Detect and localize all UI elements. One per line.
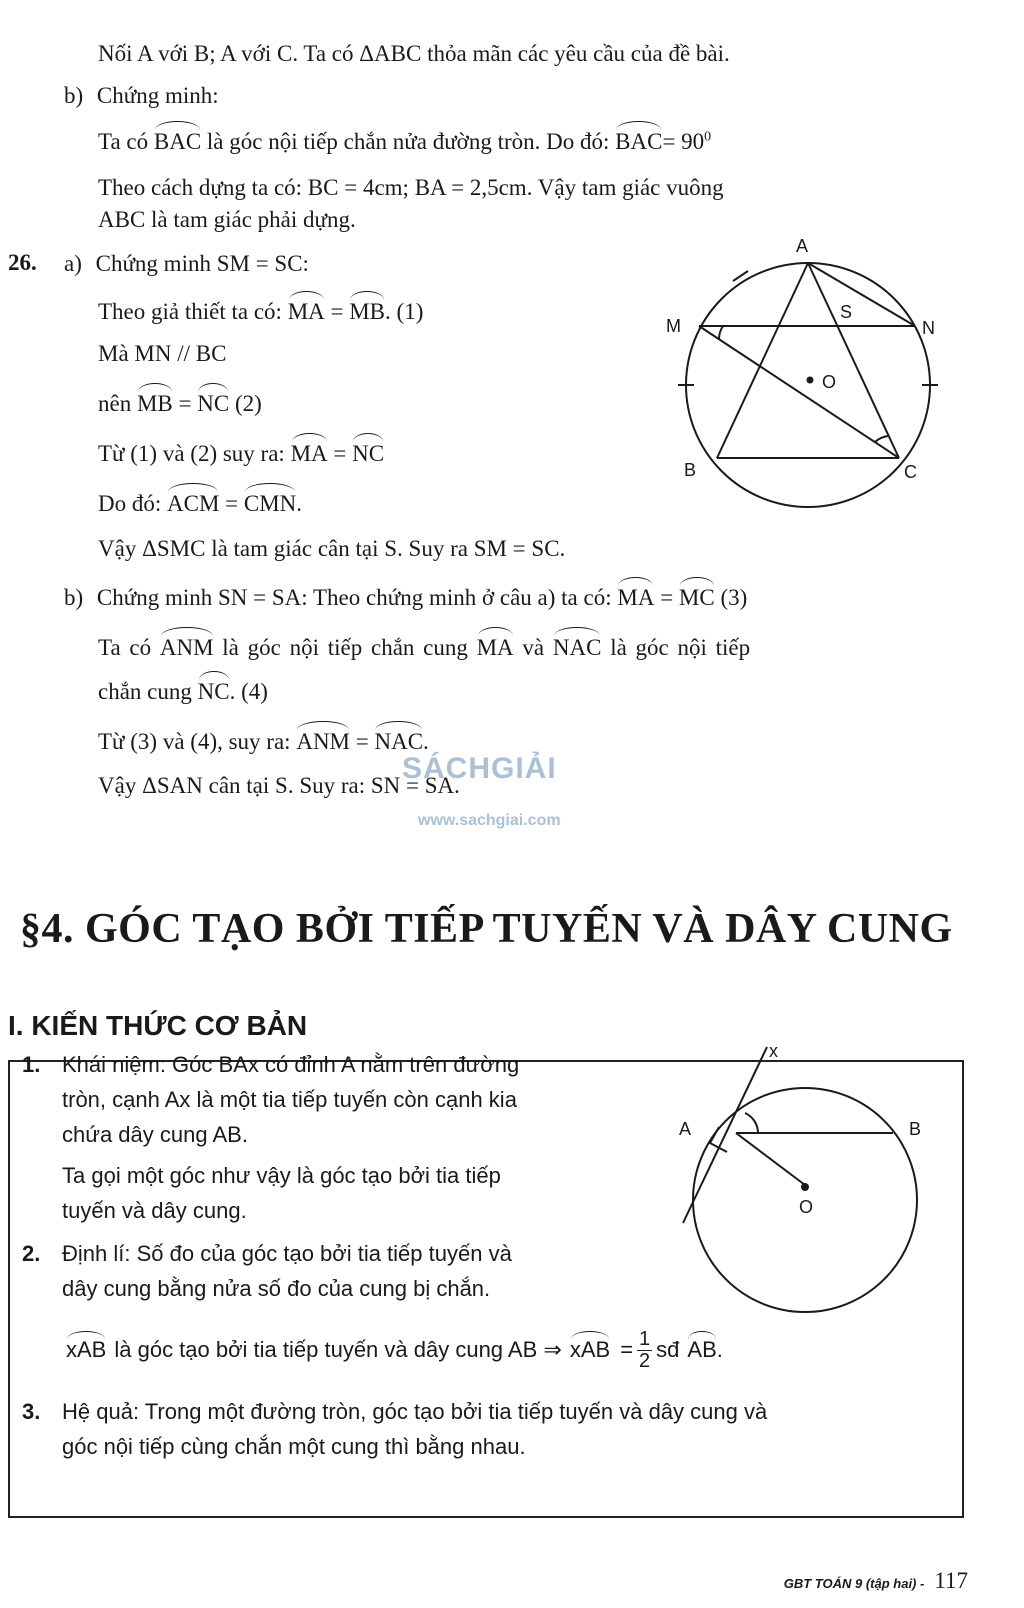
angle-arc: NAC (374, 729, 424, 754)
text-fragment: . (716, 1336, 723, 1362)
point-label-o: O (822, 372, 837, 392)
text-fragment: Ta có (98, 129, 149, 154)
text-fragment: là góc nội tiếp chắn nửa đường tròn. Do đó: (206, 129, 610, 154)
fraction-one-half (637, 1329, 652, 1372)
text-fragment: 1 (639, 1327, 651, 1350)
box-text-line: tròn, cạnh Ax là một tia tiếp tuyến còn cạnh kia (62, 1087, 517, 1112)
text-fragment: sđ (656, 1336, 680, 1362)
text-fragment: Chứng minh SN = SA: Theo chứng minh ở câu a) ta có: (96, 585, 612, 610)
point-label-a: A (679, 1119, 692, 1139)
box-text-line: Ta gọi một góc như vậy là góc tạo bởi tia tiếp (62, 1163, 501, 1188)
text-fragment: Do đó: (98, 491, 162, 516)
text-line: Theo cách dựng ta có: BC = 4cm; BA = 2,5cm. Vậy tam giác vuông (98, 175, 724, 200)
text-fragment: Ta có (98, 635, 152, 660)
point-label-c: C (904, 462, 917, 482)
angle-arc: ACM (167, 491, 220, 516)
text-fragment: b) (64, 585, 84, 610)
exercise-26-figure (660, 230, 950, 520)
subsection-title: I. KIẾN THỨC CƠ BẢN (8, 1010, 308, 1041)
text-line: Mà MN // BC (98, 341, 227, 366)
angle-arc: BAC (153, 129, 202, 154)
point-label-m: M (666, 316, 681, 336)
text-line: Nối A với B; A với C. Ta có ΔABC thỏa mãn các yêu cầu của đề bài. (98, 41, 730, 66)
text-fragment: (2) (234, 391, 262, 416)
text-fragment: (3) (720, 585, 748, 610)
text-fragment: . (296, 491, 303, 516)
text-fragment: . (1) (385, 299, 424, 324)
text-fragment: chắn cung (98, 679, 192, 704)
box-text-line: chứa dây cung AB. (62, 1122, 248, 1147)
point-label-s: S (840, 302, 853, 322)
arc-notation: MB (349, 299, 386, 324)
text-line (98, 678, 268, 706)
point-label-o: O (799, 1197, 814, 1217)
text-fragment: là góc tạo bởi tia tiếp tuyến và dây cung AB ⇒ (114, 1336, 562, 1362)
text-fragment: 2 (639, 1349, 651, 1372)
part-b-heading (64, 82, 219, 110)
text-fragment: Từ (1) và (2) suy ra: (98, 441, 285, 466)
text-line (98, 728, 429, 756)
point-label-b: B (684, 460, 697, 480)
text-fragment: là góc nội tiếp (610, 635, 751, 660)
arc-notation: NC (197, 391, 230, 416)
item-number: 3. (22, 1399, 41, 1424)
tangent-chord-figure (665, 1035, 955, 1335)
text-line: Vậy ΔSMC là tam giác cân tại S. Suy ra SM = SC. (98, 536, 566, 561)
formula-line (66, 1320, 723, 1380)
text-fragment: Chứng minh SM = SC: (95, 251, 309, 276)
part-b-line (64, 584, 747, 612)
arc-notation: MC (678, 585, 715, 610)
text-fragment: = 90 (662, 129, 705, 154)
item-number: 1. (22, 1052, 41, 1077)
page-footer (784, 1568, 968, 1594)
text-fragment: = (178, 391, 192, 416)
book-title: GBT TOÁN 9 (tập hai) - (783, 1576, 925, 1591)
watermark-brand: SÁCHGIẢI (402, 752, 557, 785)
text-line (98, 440, 384, 468)
text-line: ABC là tam giác phải dựng. (98, 207, 356, 232)
text-fragment: = (225, 491, 239, 516)
text-fragment: = (660, 585, 674, 610)
text-fragment: = (355, 729, 369, 754)
part-a-heading (64, 250, 309, 278)
text-fragment: = (620, 1336, 634, 1362)
point-label-n: N (922, 318, 935, 338)
box-text-line: Khái niệm: Góc BAx có đỉnh A nằm trên đường (62, 1052, 520, 1077)
arc-notation: NC (197, 679, 230, 704)
text-fragment: và (522, 635, 545, 660)
arc-notation: MA (617, 585, 655, 610)
text-fragment: . (4) (229, 679, 268, 704)
angle-arc: NAC (552, 635, 602, 660)
part-title: Chứng minh: (96, 83, 219, 108)
text-line: Ta có BAC là góc nội tiếp chắn nửa đường tròn. Do đó: $BAC= 90^0$ (98, 129, 712, 154)
box-text-line: góc nội tiếp cùng chắn một cung thì bằng nhau. (62, 1434, 526, 1459)
box-text-line: Định lí: Số đo của góc tạo bởi tia tiếp tuyến và (62, 1241, 512, 1266)
angle-arc: BAC (615, 129, 663, 154)
angle-arc: xAB (66, 1336, 107, 1362)
text-fragment: = (333, 441, 347, 466)
text-line: Vậy ΔSAN cân tại S. Suy ra: SN = SA. (98, 773, 460, 798)
text-line (98, 390, 262, 418)
angle-arc: ANM (296, 729, 350, 754)
angle-arc: ANM (159, 635, 214, 660)
text-line (98, 298, 423, 326)
angle-arc: CMN (243, 491, 297, 516)
arc-notation: MA (290, 441, 328, 466)
point-label-x: x (769, 1041, 778, 1061)
box-text-line: Hệ quả: Trong một đường tròn, góc tạo bởi tia tiếp tuyến và dây cung và (62, 1399, 768, 1424)
text-line (98, 490, 302, 518)
box-text-line: tuyến và dây cung. (62, 1198, 247, 1223)
arc-notation: MB (136, 391, 173, 416)
page-number: 117 (934, 1568, 968, 1593)
arc-notation: AB (687, 1336, 717, 1362)
text-fragment: Theo giả thiết ta có: (98, 299, 282, 324)
section-title: §4. GÓC TẠO BỞI TIẾP TUYẾN VÀ DÂY CUNG (20, 906, 953, 952)
watermark-url: www.sachgiai.com (418, 812, 561, 829)
text-fragment: là góc nội tiếp chắn cung (222, 635, 468, 660)
arc-notation: MA (287, 299, 325, 324)
part-letter: b) (64, 83, 84, 108)
text-fragment: a) (64, 251, 82, 276)
box-text-line: dây cung bằng nửa số đo của cung bị chắn. (62, 1276, 491, 1301)
text-fragment: Từ (3) và (4), suy ra: (98, 729, 291, 754)
point-label-b: B (909, 1119, 922, 1139)
arc-notation: MA (476, 635, 514, 660)
text-line (98, 634, 750, 662)
item-number: 2. (22, 1241, 41, 1266)
angle-arc: xAB (569, 1336, 611, 1362)
exercise-number: 26. (8, 250, 37, 275)
point-label-a: A (796, 236, 809, 256)
text-fragment: = (330, 299, 344, 324)
text-fragment: nên (98, 391, 132, 416)
text-fragment: . (423, 729, 429, 754)
arc-notation: NC (352, 441, 385, 466)
